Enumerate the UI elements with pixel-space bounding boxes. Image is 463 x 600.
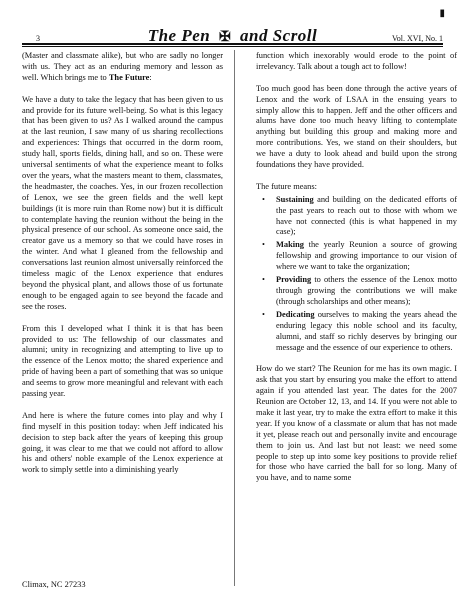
- page-number: 3: [36, 34, 40, 43]
- crest-icon: ✠: [219, 30, 232, 45]
- left-paragraph-2: We have a duty to take the legacy that has been given to us and provide for its future well-being. So what is this legacy that has been given to us? As I walked around the campus at the last reunion, I saw many of us sharing recollections and experiences: Things that occurred in the dorm room, study hall, sports fields, dining hall, and so on. These were universal sentiments of what the experience meant to folks over the years, what the masters meant to them, classmates, the headmaster, the coaches. Yes, in our frozen recollection of Lenox, we see the green fields and the well kept buildings (it is more ruin than Rome now) but it is difficult to contemplate having the reunion without the being in the physical presence of our school. As someone once said, the creator gave us a memory so that we could have roses in the winter. And what I gleaned from the fellowship and conversations last reunion almost universally reinforced the timeless magic of the Lenox experience that endures beyond the physical plant, and allows those of us fortunate enough to be engaged again to see beyond the facade and see the roses.: [22, 94, 223, 311]
- right-paragraph-1: function which inexorably would erode to the point of irrelevancy. Talk about a tough act to follow!: [256, 51, 457, 71]
- header-rule: [22, 43, 443, 47]
- left-column: [22, 51, 223, 487]
- column-divider: [234, 50, 235, 586]
- title-right: and Scroll: [239, 26, 318, 45]
- means-list: [256, 195, 457, 354]
- right-paragraph-2: Too much good has been done through the active years of Lenox and the work of LSAA in the ensuing years to simply allow this to happen. Jeff and the other officers and alums have done too much heavy lifting to contemplate anything but building this group and making more and more contributions. Yes, we stand on their shoulders, but we have a duty to look ahead and build upon the strong foundations they have provided.: [256, 83, 457, 170]
- means-intro: The future means:: [256, 181, 317, 191]
- left-paragraph-1: (Master and classmate alike), but who are sadly no longer with us. They act as an enduring memory and lesson as well. Which brings me to The Future:: [22, 51, 223, 82]
- right-paragraph-3: How do we start? The Reunion for me has its own magic. I ask that you start by ensuring you make the effort to attend again if you attended last year. The dates for the 2007 Reunion are October 12, 13, and 14. If you were not able to make it last year, try to make the extra effort to make it this year. If you know of a classmate or alum that has not made it yet, please reach out and personally invite and encourage them to join us. And last but not least: we need some people to step up into some key positions to provide relief for those who have carried the ball for so long. Many of you have, and to name some: [256, 364, 457, 483]
- left-paragraph-4: And here is where the future comes into play and why I find myself in this position today: when Jeff indicated his decision to step back after the years of keeping this group going, it was clear to me that we could not afford to allow his and others' noble example of the Lenox experience at work to simply settle into a diminishing yearly: [22, 410, 223, 475]
- footer-location: Climax, NC 27233: [22, 580, 86, 589]
- list-item: • Dedicating ourselves to making the years ahead the enduring legacy this noble school and its faculty, alumni, and staff so richly deserves by bringing our message and the essence of our experience to others.: [256, 310, 457, 354]
- left-paragraph-3: From this I developed what I think it is that has been provided to us: The fellowship of our classmates and alumni; unity in recognizing and attempting to live up to the essence of the Lenox motto; the shared experience and pride of having been a part of something that was so unique and seems to grow more meaningful and relevant with each passing year.: [22, 323, 223, 399]
- right-column: [256, 51, 457, 495]
- list-item: • Sustaining and building on the dedicated efforts of the past years to reach out to those with whom we have not connected (this is what happened in my case);: [256, 195, 457, 239]
- masthead: [22, 4, 443, 45]
- title-left: The Pen: [147, 26, 211, 45]
- corner-mark-icon: ▮: [439, 8, 445, 19]
- future-heading: The Future: [108, 72, 150, 82]
- list-item: • Providing to others the essence of the Lenox motto through growing the contributions we will make (through scholarships and other means);: [256, 275, 457, 308]
- volume-label: Vol. XVI, No. 1: [392, 34, 443, 43]
- list-item: • Making the yearly Reunion a source of growing fellowship and growing importance to our vision of where we want to take the organization;: [256, 240, 457, 273]
